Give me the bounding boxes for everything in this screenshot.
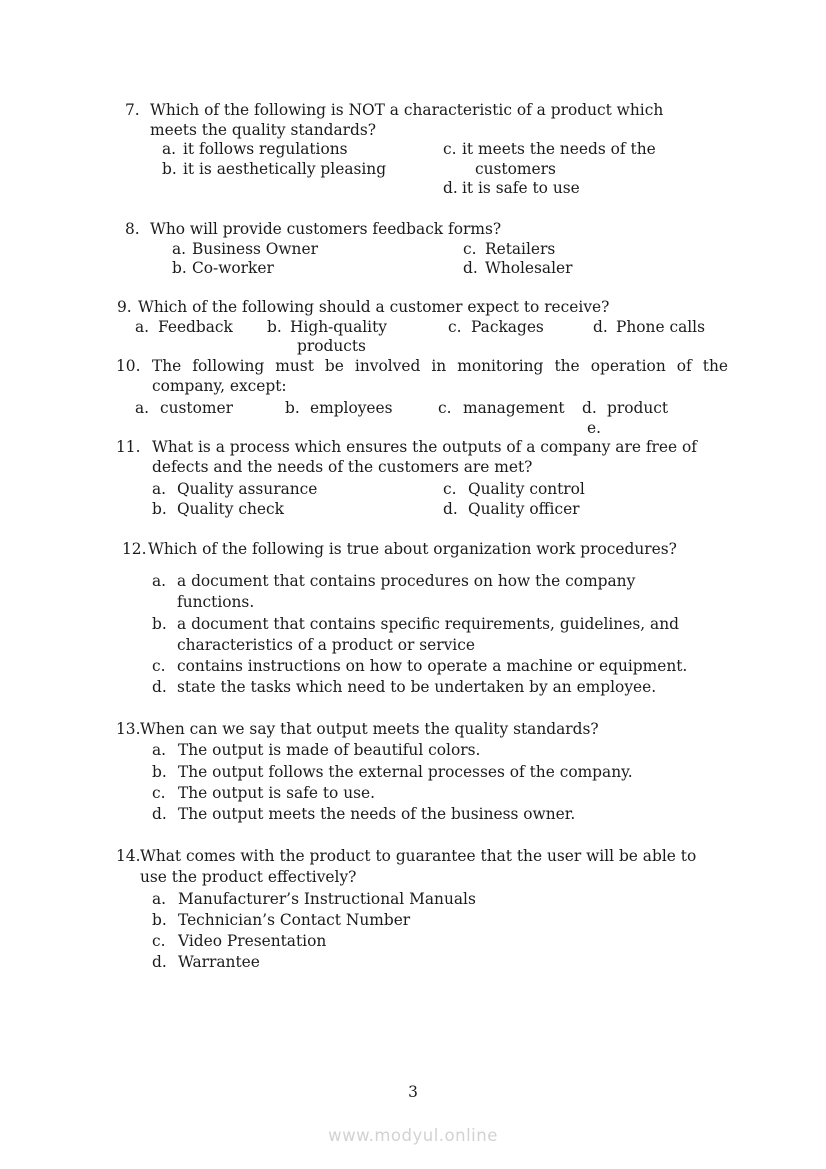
option-b	[285, 399, 393, 419]
option-letter: a.	[172, 239, 187, 258]
option-letter: c.	[152, 932, 166, 951]
option-text	[178, 740, 728, 761]
option-letter: b.	[285, 399, 300, 418]
option-text-line: management	[463, 399, 565, 418]
option-letter: d.	[443, 499, 458, 518]
question-text	[140, 846, 728, 889]
question-heading	[116, 438, 728, 477]
option-d	[443, 179, 656, 199]
option-text-line: The output is safe to use.	[178, 783, 376, 802]
question-number: 9.	[117, 298, 132, 316]
option-b	[172, 259, 728, 279]
question-text-line: Which of the following is true about organization work procedures?	[148, 540, 677, 558]
option-letter: d.	[463, 259, 478, 278]
option-text	[177, 656, 728, 677]
option-text	[178, 804, 728, 825]
option-d	[582, 399, 668, 419]
page-number: 3	[408, 1083, 418, 1101]
option-letter: b.	[152, 762, 167, 781]
option-text	[178, 762, 728, 783]
option-text-line: it is aesthetically pleasing	[183, 159, 387, 178]
option-text-line: a document that contains specific requirements, guidelines, and	[177, 614, 679, 633]
question-heading	[116, 101, 728, 140]
option-text-line: product	[607, 399, 669, 418]
option-b	[152, 614, 728, 657]
question-number: 10.	[116, 357, 141, 375]
option-text	[616, 318, 705, 338]
option-text-line: characteristics of a product or service	[177, 635, 475, 654]
option-letter: a.	[152, 741, 167, 760]
option-text-line: products	[297, 337, 366, 356]
option-text	[178, 910, 728, 931]
option-text-line: Feedback	[158, 317, 233, 336]
option-text-line: The output follows the external processes of the company.	[178, 762, 633, 781]
option-d	[152, 804, 728, 825]
option-letter: c.	[438, 399, 452, 418]
question-8	[116, 220, 728, 279]
question-text-line: What is a process which ensures the outputs of a company are free of	[152, 438, 697, 456]
option-b	[267, 318, 387, 357]
option-text-line: Retailers	[485, 239, 556, 258]
option-text-line: High-quality	[290, 317, 387, 336]
option-c	[463, 240, 573, 260]
option-text-line: Manufacturer’s Instructional Manuals	[178, 889, 476, 908]
option-letter: c.	[443, 140, 457, 159]
question-number: 11.	[116, 438, 141, 456]
question-7	[116, 101, 728, 198]
question-9	[116, 298, 728, 359]
option-letter: a.	[152, 571, 167, 590]
option-text	[178, 931, 728, 952]
option-text-line: it meets the needs of the	[462, 140, 656, 159]
question-text	[138, 298, 728, 318]
option-text-line: state the tasks which need to be undertaken by an employee.	[177, 678, 657, 697]
option-letter: d.	[593, 317, 608, 336]
question-heading	[116, 719, 728, 740]
option-text	[177, 614, 728, 657]
options	[152, 889, 728, 974]
option-b	[152, 500, 728, 520]
question-text-line: When can we say that output meets the quality standards?	[140, 720, 599, 738]
option-text-line: Phone calls	[616, 317, 705, 336]
question-text-line: meets the quality standards?	[150, 120, 376, 139]
option-text-line: Packages	[471, 317, 544, 336]
options	[116, 240, 728, 279]
option-letter: c.	[443, 479, 457, 498]
option-a	[172, 240, 728, 260]
option-c	[438, 399, 565, 419]
question-text-line: What comes with the product to guarantee that the user will be able to	[140, 847, 697, 865]
question-text	[140, 719, 728, 740]
option-letter: a.	[152, 479, 167, 498]
option-text	[471, 318, 544, 338]
option-text-line: The output meets the needs of the business owner.	[178, 805, 576, 824]
option-text-line: Wholesaler	[485, 259, 573, 278]
option-text-line: a document that contains procedures on how the company	[177, 571, 636, 590]
option-letter: d.	[152, 953, 167, 972]
option-d	[152, 677, 728, 698]
option-d	[443, 500, 585, 520]
options	[152, 571, 728, 699]
options	[116, 318, 728, 359]
options	[116, 399, 728, 441]
option-letter: b.	[267, 317, 282, 336]
option-e	[587, 419, 612, 439]
question-number: 14.	[116, 847, 141, 865]
question-heading	[116, 539, 728, 560]
option-a	[135, 399, 233, 419]
question-heading	[116, 298, 728, 318]
option-c	[152, 783, 728, 804]
option-text	[177, 571, 728, 614]
option-text	[462, 179, 656, 199]
question-text-line: company, except:	[152, 376, 287, 395]
option-text	[468, 480, 585, 500]
option-text	[178, 952, 728, 973]
watermark: www.modyul.online	[328, 1126, 498, 1145]
question-text-line: Which of the following is NOT a characteristic of a product which	[150, 101, 664, 119]
option-c	[443, 140, 656, 179]
options	[152, 740, 728, 825]
option-letter: d.	[152, 678, 167, 697]
option-d	[593, 318, 705, 338]
option-text-line: functions.	[177, 593, 255, 612]
option-text-line: Quality control	[468, 479, 585, 498]
option-a	[152, 740, 728, 761]
option-letter: c.	[463, 239, 477, 258]
option-text-line: Quality assurance	[177, 479, 318, 498]
option-c	[443, 480, 585, 500]
option-text-line: it follows regulations	[183, 140, 348, 159]
option-text-line: Co-worker	[192, 259, 274, 278]
question-14	[116, 846, 728, 974]
options	[116, 140, 728, 198]
option-letter: b.	[152, 910, 167, 929]
question-13	[116, 719, 728, 825]
option-text-line: it is safe to use	[462, 179, 580, 198]
question-heading	[116, 357, 728, 396]
question-10	[116, 357, 728, 441]
option-text	[290, 318, 387, 357]
question-text	[150, 101, 728, 140]
question-text-line: defects and the needs of the customers are met?	[152, 457, 533, 476]
option-letter: a.	[135, 399, 150, 418]
option-a	[152, 889, 728, 910]
option-letter: a.	[152, 889, 167, 908]
option-letter: a.	[162, 140, 177, 159]
option-text-line: customers	[475, 159, 556, 178]
option-a	[152, 571, 728, 614]
option-text-line: Video Presentation	[178, 932, 327, 951]
question-heading	[116, 220, 728, 240]
option-letter: d.	[152, 805, 167, 824]
question-12	[116, 539, 728, 699]
option-c	[152, 931, 728, 952]
question-text-line: use the product effectively?	[140, 868, 357, 887]
option-text-line: Warrantee	[178, 953, 260, 972]
question-heading	[116, 846, 728, 889]
option-d	[152, 952, 728, 973]
option-text	[177, 677, 728, 698]
option-a	[135, 318, 233, 338]
option-text	[178, 889, 728, 910]
option-d	[463, 259, 573, 279]
option-letter: c.	[152, 783, 166, 802]
option-text-line: employees	[310, 399, 393, 418]
options-right-column	[443, 140, 656, 199]
option-text	[160, 399, 233, 419]
question-text-line: The following must be involved in monitoring the operation of the	[152, 357, 728, 375]
question-text	[150, 220, 728, 240]
option-text	[485, 259, 573, 279]
option-letter: b.	[172, 259, 187, 278]
question-number: 7.	[125, 101, 140, 119]
option-text	[607, 399, 668, 419]
option-text	[463, 399, 565, 419]
options	[116, 480, 728, 519]
option-c	[448, 318, 544, 338]
option-text-line: Quality officer	[468, 499, 580, 518]
option-b	[152, 910, 728, 931]
option-text	[192, 259, 728, 279]
option-text	[192, 240, 728, 260]
question-11	[116, 438, 728, 519]
options-left-column	[172, 240, 728, 279]
option-text	[158, 318, 233, 338]
option-text-line: The output is made of beautiful colors.	[178, 741, 481, 760]
question-number: 13.	[116, 720, 141, 738]
option-text-line: Technician’s Contact Number	[178, 910, 411, 929]
option-c	[152, 656, 728, 677]
option-text	[310, 399, 393, 419]
option-a	[152, 480, 728, 500]
option-text-line: customer	[160, 399, 233, 418]
question-text-line: Who will provide customers feedback forms?	[150, 220, 502, 238]
option-letter: b.	[152, 499, 167, 518]
question-number: 12.	[122, 540, 147, 558]
option-letter: d.	[443, 179, 458, 198]
option-letter: e.	[587, 418, 602, 437]
option-letter: b.	[162, 159, 177, 178]
question-number: 8.	[125, 220, 140, 238]
option-letter: d.	[582, 399, 597, 418]
option-letter: c.	[152, 657, 166, 676]
question-text	[148, 539, 728, 560]
question-text-line: Which of the following should a customer expect to receive?	[138, 298, 610, 316]
option-text	[178, 783, 728, 804]
option-letter: a.	[135, 317, 150, 336]
option-letter: b.	[152, 614, 167, 633]
option-text	[468, 500, 585, 520]
options-right-column	[443, 480, 585, 519]
options-right-column	[463, 240, 573, 279]
question-text	[152, 438, 728, 477]
question-text	[152, 357, 728, 396]
option-text-line: Quality check	[177, 499, 284, 518]
option-text-line: contains instructions on how to operate a machine or equipment.	[177, 657, 688, 676]
option-text-line: Business Owner	[192, 239, 318, 258]
option-letter: c.	[448, 317, 462, 336]
option-text	[462, 140, 656, 179]
option-text	[485, 240, 573, 260]
option-b	[152, 762, 728, 783]
options-left-column	[152, 480, 728, 519]
